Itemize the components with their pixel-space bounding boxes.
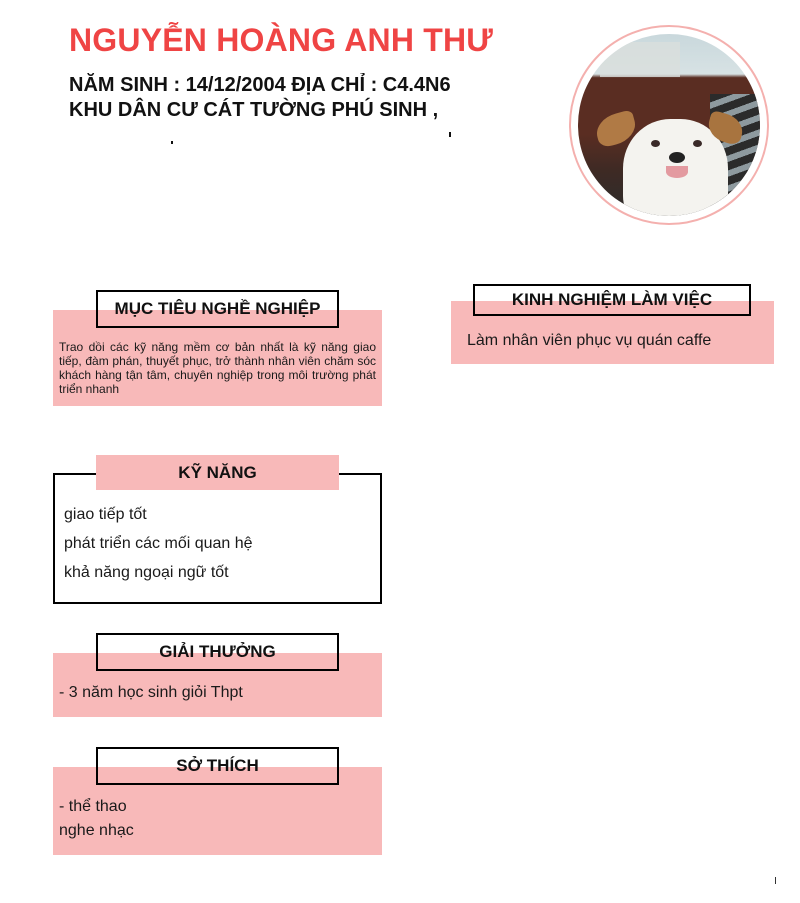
- clipped-text-mark: [449, 132, 451, 137]
- candidate-name: NGUYỄN HOÀNG ANH THƯ: [69, 22, 494, 58]
- personal-info-block: [69, 73, 499, 145]
- experience-text: Làm nhân viên phục vụ quán caffe: [467, 332, 712, 349]
- hobby-item: nghe nhạc: [59, 822, 134, 839]
- skills-heading: KỸ NĂNG: [96, 455, 339, 490]
- skill-item: phát triển các mối quan hệ: [64, 535, 253, 552]
- avatar: [578, 34, 760, 216]
- hobby-item: - thể thao: [59, 798, 127, 815]
- avatar-background-shelf: [600, 42, 680, 77]
- clipped-text-mark: [171, 141, 173, 144]
- experience-heading: KINH NGHIỆM LÀM VIỆC: [473, 284, 751, 316]
- page-edge-mark: [775, 877, 776, 884]
- dog-tongue: [666, 166, 688, 178]
- award-text: - 3 năm học sinh giỏi Thpt: [59, 684, 243, 701]
- objective-heading: MỤC TIÊU NGHỀ NGHIỆP: [96, 290, 339, 328]
- hobbies-heading: SỞ THÍCH: [96, 747, 339, 785]
- skill-item: khả năng ngoại ngữ tốt: [64, 564, 229, 581]
- skill-item: giao tiếp tốt: [64, 506, 147, 523]
- awards-heading: GIẢI THƯỞNG: [96, 633, 339, 671]
- dog-nose: [669, 152, 685, 163]
- dog-eye-right: [693, 140, 702, 147]
- objective-text: Trao dồi các kỹ năng mềm cơ bản nhất là kỹ năng giao tiếp, đàm phán, thuyết phục, trở thành nhân viên chăm sóc khách hàng tận tâm, chuyên nghiệp trong môi trường phát triển nhanh: [59, 340, 376, 396]
- dog-eye-left: [651, 140, 660, 147]
- personal-info-text: NĂM SINH : 14/12/2004 ĐỊA CHỈ : C4.4N6 KHU DÂN CƯ CÁT TƯỜNG PHÚ SINH ,: [69, 74, 451, 121]
